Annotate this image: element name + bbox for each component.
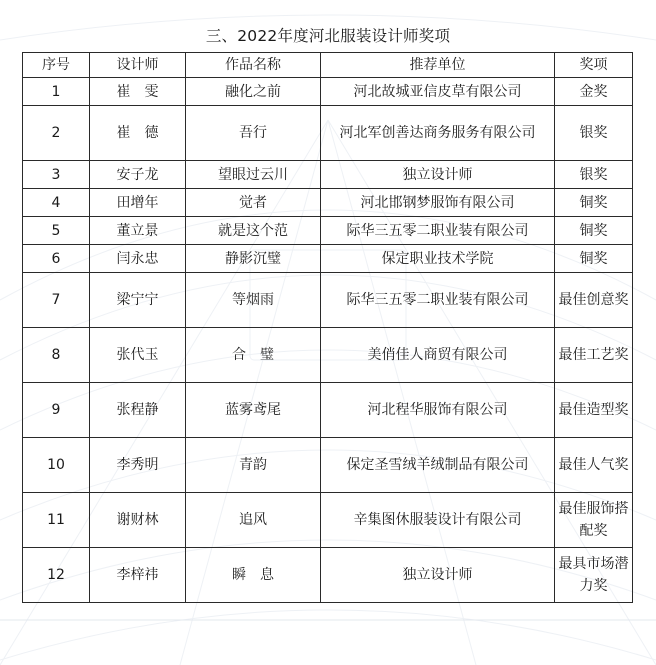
cell-designer: 梁宁宁: [90, 273, 186, 328]
cell-no: 9: [23, 383, 90, 438]
table-row: [23, 493, 633, 548]
cell-unit: 保定职业技术学院: [321, 245, 555, 273]
cell-no: 2: [23, 106, 90, 161]
cell-designer: 崔 雯: [90, 78, 186, 106]
cell-no: 5: [23, 217, 90, 245]
cell-designer: 谢财林: [90, 493, 186, 548]
cell-work: 等烟雨: [186, 273, 321, 328]
cell-designer: 闫永忠: [90, 245, 186, 273]
cell-no: 4: [23, 189, 90, 217]
cell-no: 3: [23, 161, 90, 189]
awards-table: [22, 52, 633, 603]
cell-designer: 李梓祎: [90, 548, 186, 603]
cell-unit: 独立设计师: [321, 548, 555, 603]
cell-unit: 际华三五零二职业装有限公司: [321, 217, 555, 245]
cell-no: 7: [23, 273, 90, 328]
table-row: [23, 78, 633, 106]
table-row: [23, 106, 633, 161]
cell-award: 铜奖: [555, 189, 633, 217]
cell-award: 最佳造型奖: [555, 383, 633, 438]
cell-designer: 张程静: [90, 383, 186, 438]
cell-unit: 美俏佳人商贸有限公司: [321, 328, 555, 383]
cell-no: 12: [23, 548, 90, 603]
cell-work: 望眼过云川: [186, 161, 321, 189]
table-row: [23, 548, 633, 603]
cell-work: 静影沉璧: [186, 245, 321, 273]
cell-work: 瞬 息: [186, 548, 321, 603]
cell-award: 金奖: [555, 78, 633, 106]
cell-unit: 河北故城亚信皮草有限公司: [321, 78, 555, 106]
cell-work: 就是这个范: [186, 217, 321, 245]
cell-unit: 河北军创善达商务服务有限公司: [321, 106, 555, 161]
cell-designer: 崔 德: [90, 106, 186, 161]
header-unit: 推荐单位: [321, 53, 555, 78]
cell-unit: 河北程华服饰有限公司: [321, 383, 555, 438]
cell-no: 6: [23, 245, 90, 273]
cell-designer: 董立景: [90, 217, 186, 245]
table-row: [23, 383, 633, 438]
cell-unit: 独立设计师: [321, 161, 555, 189]
cell-designer: 李秀明: [90, 438, 186, 493]
cell-work: 追风: [186, 493, 321, 548]
cell-award: 最具市场潜力奖: [555, 548, 633, 603]
table-row: [23, 328, 633, 383]
cell-no: 11: [23, 493, 90, 548]
cell-award: 最佳人气奖: [555, 438, 633, 493]
table-row: [23, 273, 633, 328]
header-designer: 设计师: [90, 53, 186, 78]
cell-work: 融化之前: [186, 78, 321, 106]
table-row: [23, 217, 633, 245]
table-row: [23, 189, 633, 217]
header-work: 作品名称: [186, 53, 321, 78]
header-award: 奖项: [555, 53, 633, 78]
cell-work: 觉者: [186, 189, 321, 217]
cell-award: 银奖: [555, 106, 633, 161]
header-no: 序号: [23, 53, 90, 78]
table-row: [23, 438, 633, 493]
table-row: [23, 245, 633, 273]
cell-award: 最佳工艺奖: [555, 328, 633, 383]
cell-designer: 张代玉: [90, 328, 186, 383]
cell-designer: 安子龙: [90, 161, 186, 189]
cell-no: 8: [23, 328, 90, 383]
cell-unit: 保定圣雪绒羊绒制品有限公司: [321, 438, 555, 493]
cell-award: 最佳创意奖: [555, 273, 633, 328]
cell-work: 合 璧: [186, 328, 321, 383]
cell-designer: 田增年: [90, 189, 186, 217]
table-row: [23, 161, 633, 189]
cell-unit: 际华三五零二职业装有限公司: [321, 273, 555, 328]
header-row: [23, 53, 633, 78]
cell-no: 10: [23, 438, 90, 493]
cell-award: 铜奖: [555, 245, 633, 273]
cell-work: 吾行: [186, 106, 321, 161]
cell-unit: 河北邯钢梦服饰有限公司: [321, 189, 555, 217]
page-title: 三、2022年度河北服装设计师奖项: [205, 27, 451, 45]
cell-work: 蓝雾鸢尾: [186, 383, 321, 438]
cell-award: 银奖: [555, 161, 633, 189]
cell-unit: 辛集图休服装设计有限公司: [321, 493, 555, 548]
cell-award: 最佳服饰搭配奖: [555, 493, 633, 548]
cell-no: 1: [23, 78, 90, 106]
cell-award: 铜奖: [555, 217, 633, 245]
cell-work: 青韵: [186, 438, 321, 493]
